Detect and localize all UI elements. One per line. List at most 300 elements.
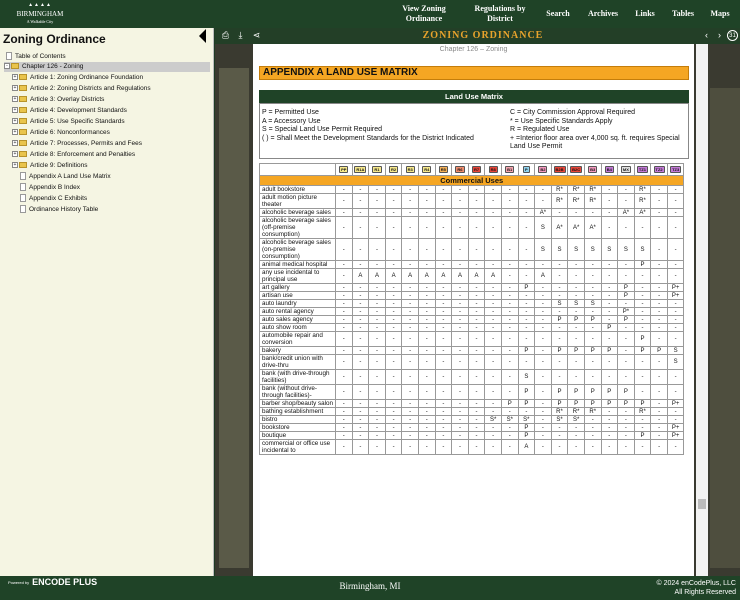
matrix-cell: - — [485, 284, 502, 292]
encodeplus-logo: ENCODE PLUS — [32, 577, 98, 588]
matrix-cell: - — [501, 324, 518, 332]
matrix-cell: - — [452, 408, 469, 416]
district-chip[interactable]: R2 — [391, 167, 397, 172]
matrix-cell: - — [336, 347, 353, 355]
matrix-cell: - — [535, 370, 552, 385]
matrix-cell: - — [385, 347, 402, 355]
matrix-cell: P — [634, 332, 651, 347]
matrix-cell: - — [518, 300, 535, 308]
matrix-cell: S — [601, 239, 618, 261]
toc-sidebar — [0, 28, 214, 576]
matrix-cell: - — [568, 292, 585, 300]
chapter-label: Chapter 126 – Zoning — [439, 46, 508, 53]
matrix-cell: - — [336, 424, 353, 432]
legend-item: C = City Commission Approval Required — [510, 109, 636, 116]
matrix-cell: - — [468, 308, 485, 316]
matrix-cell: - — [452, 370, 469, 385]
matrix-cell: - — [352, 300, 369, 308]
matrix-cell: P — [501, 400, 518, 408]
use-name-cell: boutique — [260, 432, 336, 440]
matrix-cell: - — [369, 424, 386, 432]
district-chip[interactable]: R6 — [457, 167, 463, 172]
matrix-cell: A — [535, 269, 552, 284]
legend-item: A = Accessory Use — [262, 117, 321, 125]
district-chip[interactable]: B1 — [507, 167, 513, 172]
matrix-cell: - — [601, 292, 618, 300]
matrix-cell: - — [618, 408, 635, 416]
matrix-cell: - — [452, 209, 469, 217]
matrix-cell: - — [452, 324, 469, 332]
matrix-cell: P — [618, 400, 635, 408]
matrix-cell: R* — [584, 408, 601, 416]
matrix-cell: - — [584, 332, 601, 347]
next-page-icon[interactable]: › — [718, 30, 721, 40]
table-row — [260, 408, 684, 416]
matrix-cell: - — [418, 424, 435, 432]
district-chip[interactable]: TZ2 — [655, 167, 663, 172]
leaf-label: Appendix A Land Use Matrix — [29, 173, 111, 180]
document-icon — [20, 194, 26, 202]
matrix-cell: - — [468, 316, 485, 324]
matrix-cell: - — [485, 385, 502, 400]
matrix-cell: - — [435, 209, 452, 217]
district-chip[interactable]: PP — [341, 167, 347, 172]
district-chip[interactable]: R4 — [424, 167, 430, 172]
article-label: Article 1: Zoning Ordinance Foundation — [30, 74, 144, 81]
matrix-cell: - — [601, 432, 618, 440]
matrix-cell: - — [369, 261, 386, 269]
district-header-cell — [435, 164, 452, 176]
matrix-cell: - — [385, 324, 402, 332]
use-name-cell: bank (without drive-through facilities)- — [260, 385, 336, 400]
matrix-cell: - — [468, 261, 485, 269]
folder-icon — [19, 162, 27, 168]
district-chip[interactable]: B3 — [590, 167, 596, 172]
district-header-cell — [618, 164, 635, 176]
toc-item-appendix-b[interactable] — [20, 183, 80, 193]
toc-item-chapter-126[interactable] — [4, 62, 210, 72]
matrix-cell: P — [518, 385, 535, 400]
matrix-cell: - — [667, 217, 684, 239]
matrix-cell: - — [352, 186, 369, 194]
matrix-cell: - — [634, 355, 651, 370]
matrix-cell: - — [352, 408, 369, 416]
chapter-label: Chapter 126 - Zoning — [22, 63, 84, 70]
matrix-cell: - — [336, 432, 353, 440]
table-row — [260, 385, 684, 400]
matrix-cell: - — [336, 239, 353, 261]
matrix-cell: - — [535, 432, 552, 440]
matrix-cell: - — [468, 432, 485, 440]
district-chip[interactable]: P — [524, 167, 528, 172]
toc-item-table-of-contents[interactable] — [6, 52, 66, 62]
matrix-cell: - — [667, 209, 684, 217]
district-chip[interactable]: TZ3 — [672, 167, 680, 172]
matrix-cell: P — [601, 324, 618, 332]
matrix-cell: - — [551, 209, 568, 217]
matrix-cell: - — [535, 400, 552, 408]
matrix-cell: - — [485, 300, 502, 308]
matrix-cell: - — [352, 308, 369, 316]
matrix-cell: - — [418, 370, 435, 385]
matrix-cell: P — [551, 400, 568, 408]
copyright — [657, 579, 737, 597]
matrix-cell: A* — [584, 217, 601, 239]
matrix-cell: - — [584, 324, 601, 332]
district-header-cell — [452, 164, 469, 176]
toc-item-appendix-a[interactable] — [20, 172, 111, 182]
article-label: Article 4: Development Standards — [30, 107, 127, 114]
matrix-cell: A — [418, 269, 435, 284]
matrix-cell: - — [435, 284, 452, 292]
matrix-cell: - — [402, 385, 419, 400]
matrix-cell: - — [468, 284, 485, 292]
matrix-cell: - — [418, 316, 435, 324]
page-number-badge[interactable]: 31 — [727, 30, 738, 41]
legend-item: + =Interior floor area over 4,000 sq. ft. requires Special Land Use Permit — [510, 134, 680, 150]
matrix-cell: - — [634, 300, 651, 308]
table-row — [260, 355, 684, 370]
matrix-cell: - — [418, 292, 435, 300]
nav-tables[interactable]: Tables — [672, 9, 694, 18]
matrix-cell: - — [568, 432, 585, 440]
district-header-cell — [568, 164, 585, 176]
matrix-cell: - — [485, 186, 502, 194]
matrix-cell: - — [535, 300, 552, 308]
matrix-cell: - — [352, 416, 369, 424]
matrix-cell: A* — [568, 217, 585, 239]
pdf-icon[interactable]: ⤓ — [238, 30, 243, 40]
toc-item-article-9[interactable] — [12, 161, 87, 171]
district-header-row — [260, 164, 684, 176]
matrix-cell: - — [418, 416, 435, 424]
matrix-cell: - — [385, 432, 402, 440]
use-name-cell: animal medical hospital — [260, 261, 336, 269]
matrix-cell: - — [501, 385, 518, 400]
matrix-cell: - — [535, 347, 552, 355]
matrix-cell: - — [402, 186, 419, 194]
matrix-cell: - — [336, 370, 353, 385]
document-icon — [6, 52, 12, 60]
matrix-cell: - — [618, 332, 635, 347]
matrix-cell: - — [468, 400, 485, 408]
matrix-cell: - — [435, 440, 452, 455]
nav-archives[interactable]: Archives — [587, 9, 619, 18]
matrix-cell: S — [518, 370, 535, 385]
folder-icon — [19, 140, 27, 146]
matrix-cell: - — [369, 370, 386, 385]
legend-item: S = Special Land Use Permit Required — [262, 126, 383, 133]
matrix-cell: - — [618, 416, 635, 424]
matrix-cell: - — [352, 332, 369, 347]
expand-node-icon[interactable]: + — [13, 118, 17, 125]
matrix-cell: - — [336, 300, 353, 308]
matrix-cell: - — [385, 261, 402, 269]
matrix-cell: - — [634, 385, 651, 400]
matrix-cell: - — [485, 308, 502, 316]
matrix-cell: - — [418, 261, 435, 269]
matrix-cell: - — [501, 308, 518, 316]
matrix-cell: P — [601, 347, 618, 355]
birmingham-logo[interactable] — [10, 2, 70, 26]
matrix-cell: - — [584, 292, 601, 300]
matrix-cell: - — [418, 432, 435, 440]
article-label: Article 5: Use Specific Standards — [30, 118, 125, 125]
toc-item-article-4[interactable] — [12, 106, 127, 116]
matrix-cell: S* — [501, 416, 518, 424]
matrix-cell: - — [468, 416, 485, 424]
matrix-cell: - — [501, 316, 518, 324]
matrix-cell: P — [568, 347, 585, 355]
powered-by[interactable] — [8, 577, 98, 588]
district-chip[interactable]: R8 — [490, 167, 496, 172]
matrix-cell: - — [385, 355, 402, 370]
matrix-cell: - — [485, 424, 502, 432]
matrix-cell: - — [551, 261, 568, 269]
collapse-sidebar-icon[interactable] — [199, 29, 206, 43]
use-name-cell: auto laundry — [260, 300, 336, 308]
matrix-cell: - — [435, 217, 452, 239]
matrix-cell: - — [385, 186, 402, 194]
matrix-cell: - — [618, 355, 635, 370]
district-chip[interactable]: MX — [622, 167, 629, 172]
matrix-cell: - — [601, 284, 618, 292]
folder-icon — [19, 129, 27, 135]
matrix-cell: - — [651, 209, 668, 217]
legend-item: ( ) = Shall Meet the Development Standards for the District Indicated — [262, 134, 474, 142]
matrix-cell: - — [651, 385, 668, 400]
toc-item-article-1[interactable] — [12, 73, 143, 83]
matrix-cell: - — [601, 332, 618, 347]
district-chip[interactable]: R1A — [356, 167, 365, 172]
district-chip[interactable]: B4 — [606, 167, 612, 172]
matrix-cell: - — [618, 261, 635, 269]
legend-item: R = Regulated Use — [510, 126, 570, 133]
matrix-cell: - — [485, 209, 502, 217]
matrix-cell: - — [352, 440, 369, 455]
expand-node-icon[interactable]: + — [13, 162, 17, 169]
matrix-cell: P — [551, 316, 568, 324]
scrollbar-thumb[interactable] — [698, 499, 706, 509]
expand-node-icon[interactable]: + — [13, 85, 17, 92]
matrix-cell: - — [518, 186, 535, 194]
matrix-cell: - — [485, 316, 502, 324]
matrix-cell: - — [501, 239, 518, 261]
expand-node-icon[interactable]: + — [13, 74, 17, 81]
matrix-cell: - — [385, 217, 402, 239]
matrix-cell: - — [369, 308, 386, 316]
matrix-cell: - — [485, 292, 502, 300]
matrix-cell: R* — [568, 186, 585, 194]
matrix-cell: - — [618, 347, 635, 355]
matrix-cell: - — [667, 239, 684, 261]
matrix-cell: - — [402, 300, 419, 308]
matrix-cell: - — [418, 239, 435, 261]
article-label: Article 3: Overlay Districts — [30, 96, 105, 103]
matrix-cell: - — [336, 408, 353, 416]
district-chip[interactable]: TZ1 — [638, 167, 647, 172]
toc-item-article-5[interactable] — [12, 117, 125, 127]
toc-item-article-2[interactable] — [12, 84, 151, 94]
table-row — [260, 424, 684, 432]
matrix-cell: - — [468, 300, 485, 308]
matrix-cell: - — [435, 385, 452, 400]
matrix-cell: - — [518, 261, 535, 269]
matrix-cell: R* — [551, 186, 568, 194]
use-name-cell: bank (with drive-through facilities) — [260, 370, 336, 385]
matrix-cell: - — [551, 284, 568, 292]
matrix-cell: - — [634, 324, 651, 332]
matrix-cell: - — [485, 261, 502, 269]
matrix-cell: P — [634, 432, 651, 440]
matrix-cell: R* — [568, 408, 585, 416]
toc-item-article-3[interactable] — [12, 95, 104, 105]
matrix-cell: - — [385, 332, 402, 347]
matrix-cell: - — [452, 308, 469, 316]
matrix-cell: - — [435, 308, 452, 316]
expand-node-icon[interactable]: + — [13, 140, 17, 147]
district-header-cell — [518, 164, 535, 176]
matrix-cell: - — [667, 324, 684, 332]
matrix-cell: - — [385, 209, 402, 217]
matrix-cell: P — [601, 400, 618, 408]
expand-node-icon[interactable]: + — [13, 151, 17, 158]
matrix-cell: - — [535, 292, 552, 300]
matrix-cell: - — [634, 424, 651, 432]
matrix-cell: - — [651, 269, 668, 284]
matrix-cell: S — [535, 239, 552, 261]
matrix-cell: - — [452, 300, 469, 308]
matrix-cell: - — [418, 355, 435, 370]
district-chip[interactable]: R5 — [440, 167, 446, 172]
logo-name: BIRMINGHAM — [16, 10, 64, 18]
toolbar-title: ZONING ORDINANCE — [422, 30, 544, 41]
table-row — [260, 432, 684, 440]
leaf-label: Appendix C Exhibits — [29, 195, 88, 202]
matrix-cell: P+ — [667, 432, 684, 440]
matrix-cell: - — [336, 332, 353, 347]
matrix-cell: - — [402, 284, 419, 292]
matrix-cell: - — [418, 186, 435, 194]
matrix-cell: - — [667, 269, 684, 284]
matrix-cell: - — [651, 261, 668, 269]
matrix-cell: P — [634, 261, 651, 269]
collapse-node-icon[interactable]: - — [4, 63, 10, 69]
expand-node-icon[interactable]: + — [13, 96, 17, 103]
matrix-cell: S — [551, 300, 568, 308]
table-row — [260, 269, 684, 284]
matrix-cell: - — [667, 316, 684, 324]
matrix-cell: - — [651, 239, 668, 261]
matrix-cell: - — [369, 440, 386, 455]
matrix-cell: S — [667, 347, 684, 355]
nav-maps[interactable]: Maps — [710, 9, 730, 18]
table-row — [260, 324, 684, 332]
matrix-cell: - — [468, 408, 485, 416]
matrix-cell: - — [551, 424, 568, 432]
category-header-row — [260, 176, 684, 186]
matrix-cell: - — [402, 370, 419, 385]
toc-item-ordinance-history[interactable] — [20, 205, 98, 215]
matrix-cell: - — [352, 209, 369, 217]
legend-box — [259, 103, 689, 159]
matrix-cell: - — [551, 370, 568, 385]
matrix-cell: - — [468, 370, 485, 385]
matrix-cell: - — [385, 416, 402, 424]
document-scrollbar[interactable] — [696, 44, 708, 576]
document-icon — [20, 172, 26, 180]
previous-page-icon[interactable]: ‹ — [705, 30, 708, 40]
use-name-cell: auto sales agency — [260, 316, 336, 324]
matrix-cell: - — [336, 400, 353, 408]
matrix-cell: - — [618, 440, 635, 455]
district-chip[interactable]: B2C — [572, 167, 581, 172]
toc-item-appendix-c[interactable] — [20, 194, 87, 204]
matrix-cell: - — [435, 347, 452, 355]
matrix-cell: - — [651, 186, 668, 194]
nav-regulations-by-district[interactable]: Regulations by District — [474, 4, 526, 23]
district-chip[interactable]: R7 — [473, 167, 480, 172]
matrix-cell: P — [551, 347, 568, 355]
matrix-cell: - — [667, 186, 684, 194]
toc-item-article-8[interactable] — [12, 150, 135, 160]
matrix-cell: - — [468, 209, 485, 217]
district-chip[interactable]: R1 — [374, 167, 380, 172]
document-toolbar — [215, 28, 740, 44]
print-icon[interactable]: ⎙ — [221, 30, 230, 40]
matrix-cell: - — [418, 324, 435, 332]
district-chip[interactable]: R3 — [407, 167, 413, 172]
matrix-cell: - — [551, 324, 568, 332]
matrix-cell: - — [352, 355, 369, 370]
matrix-cell: - — [369, 385, 386, 400]
district-chip[interactable]: B2B — [555, 167, 564, 172]
toc-item-article-6[interactable] — [12, 128, 110, 138]
matrix-cell: - — [501, 186, 518, 194]
matrix-cell: - — [634, 269, 651, 284]
matrix-cell: - — [336, 269, 353, 284]
matrix-cell: - — [352, 239, 369, 261]
matrix-cell: - — [418, 308, 435, 316]
nav-search[interactable]: Search — [546, 9, 570, 18]
matrix-cell: - — [352, 324, 369, 332]
expand-node-icon[interactable]: + — [13, 107, 17, 114]
matrix-cell: - — [402, 347, 419, 355]
matrix-cell: - — [651, 300, 668, 308]
matrix-cell: S — [618, 239, 635, 261]
matrix-cell: - — [418, 347, 435, 355]
district-chip[interactable]: B2 — [540, 167, 546, 172]
matrix-cell: - — [651, 284, 668, 292]
matrix-cell: - — [518, 355, 535, 370]
matrix-cell: - — [501, 284, 518, 292]
matrix-cell: - — [667, 300, 684, 308]
matrix-cell: P — [518, 400, 535, 408]
nav-links[interactable]: Links — [635, 9, 655, 18]
district-header-cell — [551, 164, 568, 176]
matrix-cell: - — [535, 424, 552, 432]
nav-view-zoning-ordinance[interactable]: View Zoning Ordinance — [402, 4, 446, 23]
matrix-cell: - — [369, 300, 386, 308]
expand-node-icon[interactable]: + — [13, 129, 17, 136]
matrix-cell: - — [535, 316, 552, 324]
matrix-cell: - — [452, 194, 469, 209]
matrix-cell: - — [618, 432, 635, 440]
toc-item-article-7[interactable] — [12, 139, 142, 149]
matrix-cell: - — [418, 194, 435, 209]
share-icon[interactable]: ⋖ — [252, 30, 261, 40]
matrix-cell: - — [485, 239, 502, 261]
